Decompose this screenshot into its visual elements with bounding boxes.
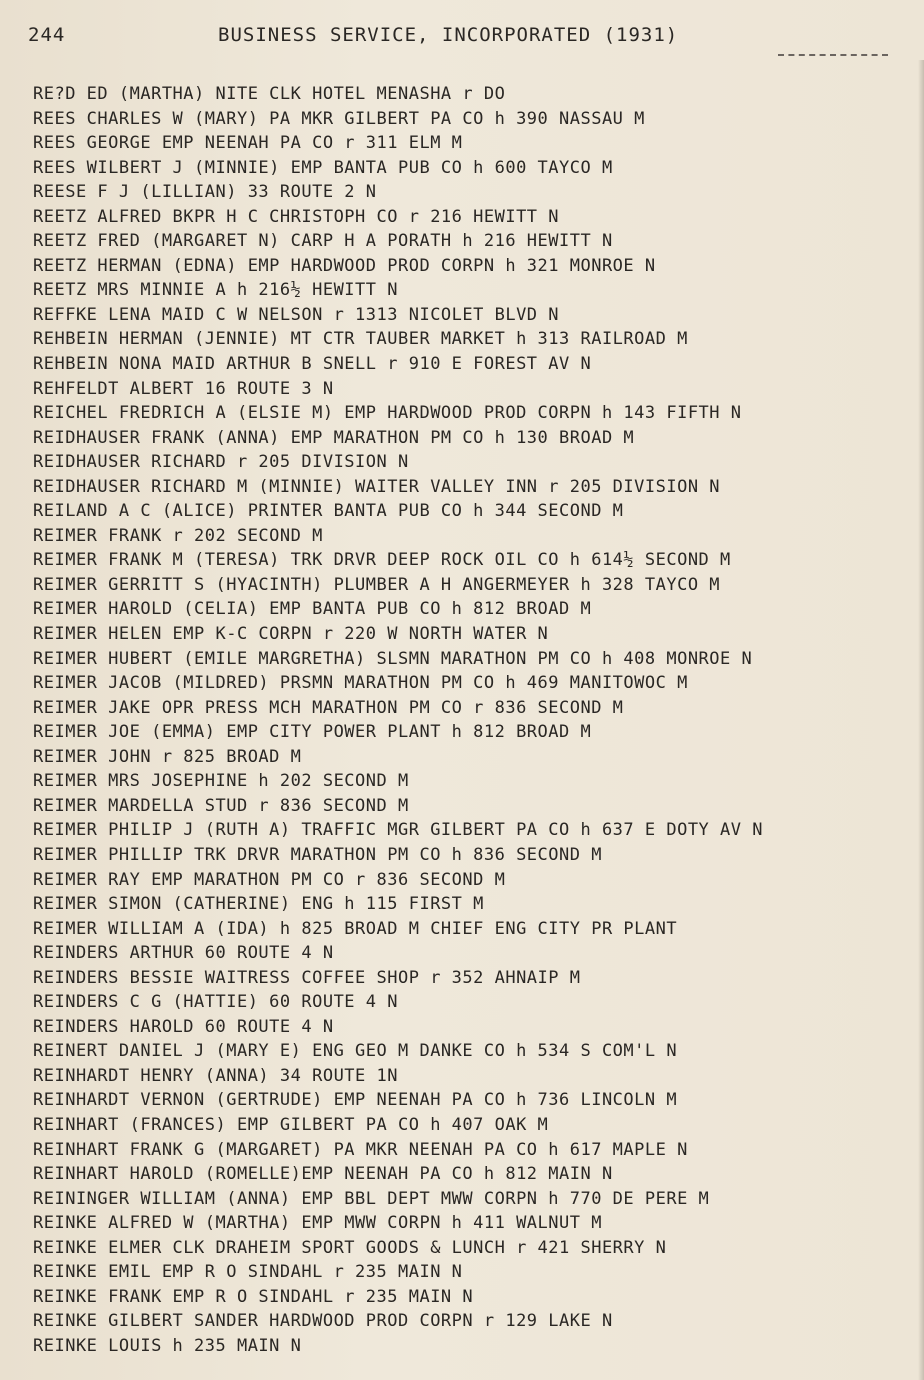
header-rule <box>778 54 888 56</box>
directory-entry: REIMER PHILIP J (RUTH A) TRAFFIC MGR GILBERT PA CO h 637 E DOTY AV N <box>33 820 763 841</box>
directory-entry: REINHARDT HENRY (ANNA) 34 ROUTE 1N <box>33 1065 398 1086</box>
directory-entry: REIMER HUBERT (EMILE MARGRETHA) SLSMN MARATHON PM CO h 408 MONROE N <box>33 648 753 669</box>
directory-entry: REES GEORGE EMP NEENAH PA CO r 311 ELM M <box>33 133 463 154</box>
directory-entry: REIMER MRS JOSEPHINE h 202 SECOND M <box>33 771 409 792</box>
directory-entry: REIDHAUSER RICHARD M (MINNIE) WAITER VALLEY INN r 205 DIVISION N <box>33 476 721 497</box>
directory-entry: REIMER FRANK M (TERESA) TRK DRVR DEEP ROCK OIL CO h 614½ SECOND M <box>33 550 731 571</box>
directory-entry: REFFKE LENA MAID C W NELSON r 1313 NICOLET BLVD N <box>33 304 560 325</box>
page-number: 244 <box>28 24 66 46</box>
directory-entry: REINHART (FRANCES) EMP GILBERT PA CO h 407 OAK M <box>33 1114 549 1135</box>
directory-entry: REHBEIN NONA MAID ARTHUR B SNELL r 910 E FOREST AV N <box>33 354 592 375</box>
directory-entry: REINHART FRANK G (MARGARET) PA MKR NEENAH PA CO h 617 MAPLE N <box>33 1139 688 1160</box>
directory-entry: REIMER GERRITT S (HYACINTH) PLUMBER A H ANGERMEYER h 328 TAYCO M <box>33 574 721 595</box>
directory-entry: REINDERS ARTHUR 60 ROUTE 4 N <box>33 943 334 964</box>
directory-entry: REIMER JOHN r 825 BROAD M <box>33 746 302 767</box>
page-header <box>28 24 888 54</box>
directory-entry: REIMER SIMON (CATHERINE) ENG h 115 FIRST M <box>33 894 484 915</box>
directory-entry: REINKE FRANK EMP R O SINDAHL r 235 MAIN N <box>33 1286 474 1307</box>
directory-entry: REHBEIN HERMAN (JENNIE) MT CTR TAUBER MARKET h 313 RAILROAD M <box>33 329 688 350</box>
directory-entry: REETZ HERMAN (EDNA) EMP HARDWOOD PROD CORPN h 321 MONROE N <box>33 255 656 276</box>
directory-entry: REIMER WILLIAM A (IDA) h 825 BROAD M CHIEF ENG CITY PR PLANT <box>33 918 678 939</box>
directory-entry: REETZ ALFRED BKPR H C CHRISTOPH CO r 216 HEWITT N <box>33 206 560 227</box>
directory-entry: REIMER JOE (EMMA) EMP CITY POWER PLANT h 812 BROAD M <box>33 722 592 743</box>
directory-entry: REES CHARLES W (MARY) PA MKR GILBERT PA CO h 390 NASSAU M <box>33 108 645 129</box>
page-edge-shadow <box>918 60 924 1380</box>
directory-entry: REINKE GILBERT SANDER HARDWOOD PROD CORPN r 129 LAKE N <box>33 1311 613 1332</box>
directory-entry: REETZ FRED (MARGARET N) CARP H A PORATH h 216 HEWITT N <box>33 231 613 252</box>
directory-entry: REESE F J (LILLIAN) 33 ROUTE 2 N <box>33 182 377 203</box>
directory-entry: REIMER PHILLIP TRK DRVR MARATHON PM CO h 836 SECOND M <box>33 844 602 865</box>
page-title: BUSINESS SERVICE, INCORPORATED (1931) <box>218 24 679 46</box>
directory-entry: REINKE ALFRED W (MARTHA) EMP MWW CORPN h 411 WALNUT M <box>33 1213 602 1234</box>
directory-entry: REIMER RAY EMP MARATHON PM CO r 836 SECOND M <box>33 869 506 890</box>
directory-entry: REINKE EMIL EMP R O SINDAHL r 235 MAIN N <box>33 1262 463 1283</box>
directory-entry: REIMER FRANK r 202 SECOND M <box>33 525 323 546</box>
directory-entry: REINHARDT VERNON (GERTRUDE) EMP NEENAH PA CO h 736 LINCOLN M <box>33 1090 678 1111</box>
directory-entry: REICHEL FREDRICH A (ELSIE M) EMP HARDWOOD PROD CORPN h 143 FIFTH N <box>33 403 742 424</box>
directory-entry: REIMER JACOB (MILDRED) PRSMN MARATHON PM CO h 469 MANITOWOC M <box>33 673 688 694</box>
directory-entry: REIMER JAKE OPR PRESS MCH MARATHON PM CO r 836 SECOND M <box>33 697 624 718</box>
directory-entry: REIMER MARDELLA STUD r 836 SECOND M <box>33 795 409 816</box>
directory-entry: REES WILBERT J (MINNIE) EMP BANTA PUB CO h 600 TAYCO M <box>33 157 613 178</box>
directory-entry: REIDHAUSER RICHARD r 205 DIVISION N <box>33 452 409 473</box>
directory-entry: REINKE LOUIS h 235 MAIN N <box>33 1335 302 1356</box>
directory-entry: REINDERS C G (HATTIE) 60 ROUTE 4 N <box>33 992 398 1013</box>
directory-entry: REIMER HAROLD (CELIA) EMP BANTA PUB CO h 812 BROAD M <box>33 599 592 620</box>
directory-entries <box>33 82 918 1358</box>
directory-entry: REIMER HELEN EMP K-C CORPN r 220 W NORTH WATER N <box>33 624 549 645</box>
directory-entry: REINDERS BESSIE WAITRESS COFFEE SHOP r 352 AHNAIP M <box>33 967 581 988</box>
directory-entry: RE?D ED (MARTHA) NITE CLK HOTEL MENASHA r DO <box>33 84 506 104</box>
directory-entry: REHFELDT ALBERT 16 ROUTE 3 N <box>33 378 334 399</box>
directory-entry: REETZ MRS MINNIE A h 216½ HEWITT N <box>33 280 398 301</box>
directory-entry: REINKE ELMER CLK DRAHEIM SPORT GOODS & LUNCH r 421 SHERRY N <box>33 1237 667 1258</box>
directory-entry: REINDERS HAROLD 60 ROUTE 4 N <box>33 1016 334 1037</box>
directory-entry: REININGER WILLIAM (ANNA) EMP BBL DEPT MWW CORPN h 770 DE PERE M <box>33 1188 710 1209</box>
directory-entry: REILAND A C (ALICE) PRINTER BANTA PUB CO h 344 SECOND M <box>33 501 624 522</box>
directory-entry: REIDHAUSER FRANK (ANNA) EMP MARATHON PM CO h 130 BROAD M <box>33 427 635 448</box>
directory-entry: REINERT DANIEL J (MARY E) ENG GEO M DANKE CO h 534 S COM'L N <box>33 1041 678 1062</box>
directory-entry: REINHART HAROLD (ROMELLE)EMP NEENAH PA CO h 812 MAIN N <box>33 1164 613 1185</box>
